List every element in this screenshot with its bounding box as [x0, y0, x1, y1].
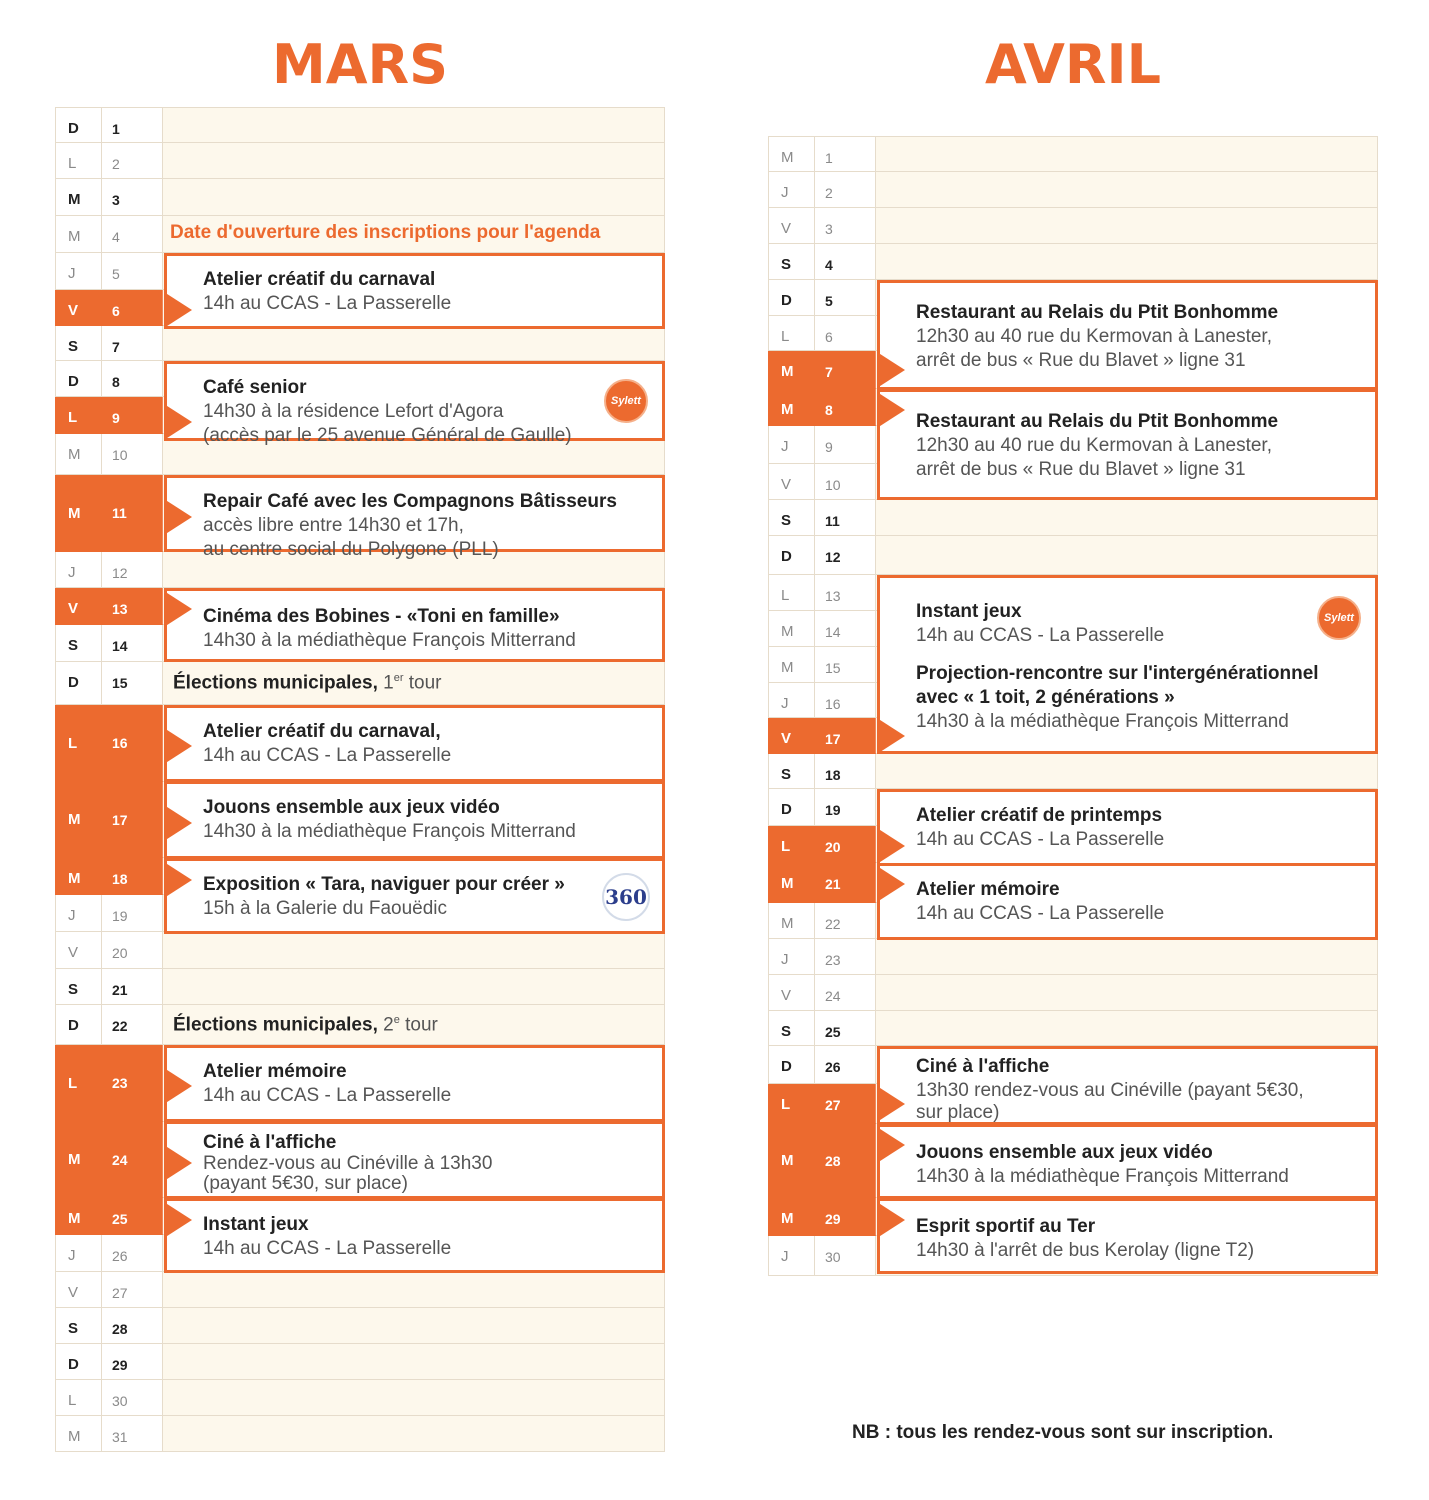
day-content-cell	[163, 326, 665, 361]
round-word: tour	[405, 1014, 438, 1036]
day-number: 19	[814, 789, 876, 826]
day-content-cell	[163, 107, 665, 143]
event-detail: arrêt de bus « Rue du Blavet » ligne 31	[916, 459, 1246, 480]
day-content-cell	[163, 1308, 665, 1344]
weekday-letter: L	[55, 1045, 101, 1122]
event-title: Ciné à l'affiche	[916, 1056, 1050, 1077]
weekday-letter: L	[768, 575, 814, 611]
event-detail: (accès par le 25 avenue Général de Gaulle)	[203, 425, 572, 446]
round-number: 2	[383, 1014, 394, 1036]
weekday-letter: M	[768, 389, 814, 426]
event-title: Repair Café avec les Compagnons Bâtisseurs	[203, 491, 617, 512]
event-detail: 14h au CCAS - La Passerelle	[916, 625, 1165, 646]
day-content-cell	[163, 969, 665, 1005]
day-content-cell	[876, 1011, 1378, 1046]
weekday-letter: M	[768, 863, 814, 903]
event-detail: 14h30 à l'arrêt de bus Kerolay (ligne T2)	[916, 1240, 1255, 1261]
day-number: 10	[101, 434, 163, 475]
day-row	[55, 1416, 665, 1452]
event-detail: 14h au CCAS - La Passerelle	[203, 745, 452, 766]
day-number: 14	[814, 611, 876, 647]
event-detail: (payant 5€30, sur place)	[203, 1173, 408, 1194]
weekday-letter: S	[768, 754, 814, 789]
weekday-letter: J	[768, 939, 814, 975]
event-title: Instant jeux	[203, 1214, 309, 1235]
event-box[interactable]	[877, 575, 1378, 754]
event-arrow	[164, 1068, 192, 1104]
day-number: 13	[101, 588, 163, 625]
event-box[interactable]	[877, 863, 1378, 940]
day-row	[768, 208, 1378, 244]
event-box[interactable]	[164, 361, 665, 446]
day-number: 7	[814, 351, 876, 389]
weekday-letter: L	[768, 316, 814, 351]
event-arrow	[877, 392, 905, 428]
event-arrow	[877, 352, 905, 388]
day-number: 29	[814, 1198, 876, 1236]
day-row	[55, 326, 665, 361]
day-row	[55, 143, 665, 179]
event-box[interactable]	[164, 475, 665, 560]
day-number: 31	[101, 1416, 163, 1452]
weekday-letter: M	[55, 858, 101, 895]
day-number: 13	[814, 575, 876, 611]
day-number: 5	[814, 280, 876, 316]
event-box[interactable]	[877, 280, 1378, 390]
day-number: 30	[814, 1236, 876, 1276]
day-number: 19	[101, 895, 163, 932]
day-content-cell	[876, 754, 1378, 789]
weekday-letter: V	[55, 588, 101, 625]
event-title: Atelier mémoire	[203, 1061, 347, 1082]
event-box[interactable]	[164, 253, 665, 329]
day-number: 17	[814, 718, 876, 754]
event-detail: 14h au CCAS - La Passerelle	[203, 293, 452, 314]
day-number: 2	[814, 172, 876, 208]
event-detail: 14h30 à la médiathèque François Mitterrand	[916, 1166, 1289, 1187]
day-content-cell	[163, 1344, 665, 1380]
day-row	[55, 1344, 665, 1380]
event-box[interactable]	[877, 1124, 1378, 1199]
day-number: 25	[101, 1198, 163, 1235]
event-title: Café senior	[203, 377, 307, 398]
inscriptions-note: Date d'ouverture des inscriptions pour l'agenda	[170, 222, 601, 243]
weekday-letter: M	[55, 475, 101, 552]
day-row	[55, 1308, 665, 1344]
weekday-letter: S	[55, 625, 101, 662]
weekday-letter: J	[55, 895, 101, 932]
day-number: 12	[814, 536, 876, 575]
day-number: 6	[101, 290, 163, 326]
day-number: 27	[101, 1272, 163, 1308]
round-number: 1	[383, 672, 394, 694]
day-number: 23	[814, 939, 876, 975]
weekday-letter: L	[768, 1084, 814, 1124]
month-title-mars: MARS	[271, 33, 448, 96]
weekday-letter: L	[55, 1380, 101, 1416]
day-content-cell	[163, 143, 665, 179]
day-number: 20	[101, 932, 163, 969]
month-title-avril: AVRIL	[984, 33, 1161, 96]
weekday-letter: M	[55, 782, 101, 858]
weekday-letter: V	[768, 718, 814, 754]
event-box[interactable]	[164, 781, 665, 859]
day-number: 9	[101, 397, 163, 434]
event-arrow	[164, 805, 192, 841]
day-number: 21	[101, 969, 163, 1005]
event-arrow	[877, 866, 905, 902]
day-row	[768, 536, 1378, 575]
weekday-letter: D	[768, 536, 814, 575]
event-title: Atelier mémoire	[916, 879, 1060, 900]
weekday-letter: M	[768, 903, 814, 939]
event-detail: Rendez-vous au Cinéville à 13h30	[203, 1153, 493, 1174]
event-box[interactable]	[164, 588, 665, 662]
day-row	[55, 179, 665, 216]
event-arrow	[164, 591, 192, 627]
day-number: 9	[814, 426, 876, 464]
calendar-avril	[768, 136, 1378, 1276]
weekday-letter: J	[55, 253, 101, 290]
day-number: 28	[101, 1308, 163, 1344]
day-row	[768, 754, 1378, 789]
weekday-letter: S	[55, 326, 101, 361]
event-title: Projection-rencontre sur l'intergénérationnel	[916, 663, 1319, 684]
elections-label: Élections municipales,	[173, 672, 378, 694]
weekday-letter: M	[768, 611, 814, 647]
weekday-letter: D	[55, 1005, 101, 1045]
day-row	[55, 107, 665, 143]
event-title: Cinéma des Bobines - «Toni en famille»	[203, 606, 560, 627]
event-title: Atelier créatif de printemps	[916, 805, 1163, 826]
weekday-letter: M	[55, 1198, 101, 1235]
event-detail: au centre social du Polygone (PLL)	[203, 539, 499, 560]
weekday-letter: S	[768, 500, 814, 536]
weekday-letter: M	[768, 647, 814, 683]
event-detail: 14h au CCAS - La Passerelle	[916, 829, 1165, 850]
footer-note: NB : tous les rendez-vous sont sur inscription.	[852, 1422, 1274, 1443]
event-arrow	[164, 728, 192, 764]
round-suffix: e	[393, 1014, 400, 1026]
weekday-letter: M	[55, 1122, 101, 1198]
weekday-letter: V	[768, 464, 814, 500]
weekday-letter: M	[55, 179, 101, 216]
day-number: 3	[101, 179, 163, 216]
day-number: 24	[101, 1122, 163, 1198]
weekday-letter: M	[768, 136, 814, 172]
weekday-letter: S	[768, 244, 814, 280]
day-row	[768, 172, 1378, 208]
weekday-letter: J	[55, 552, 101, 588]
event-detail: 15h à la Galerie du Faouëdic	[203, 898, 447, 919]
day-number: 28	[814, 1124, 876, 1198]
day-content-cell	[876, 500, 1378, 536]
day-number: 4	[814, 244, 876, 280]
weekday-letter: S	[768, 1011, 814, 1046]
event-title: Restaurant au Relais du Ptit Bonhomme	[916, 302, 1279, 323]
day-number: 26	[814, 1046, 876, 1084]
day-number: 22	[101, 1005, 163, 1045]
weekday-letter: J	[768, 683, 814, 718]
event-detail: 12h30 au 40 rue du Kermovan à Lanester,	[916, 326, 1272, 347]
weekday-letter: M	[55, 216, 101, 253]
weekday-letter: L	[55, 143, 101, 179]
weekday-letter: V	[768, 975, 814, 1011]
day-number: 14	[101, 625, 163, 662]
weekday-letter: M	[768, 1198, 814, 1236]
day-number: 17	[101, 782, 163, 858]
day-number: 2	[101, 143, 163, 179]
weekday-letter: L	[55, 397, 101, 434]
day-content-cell	[163, 1380, 665, 1416]
weekday-letter: D	[55, 107, 101, 143]
event-title: Jouons ensemble aux jeux vidéo	[916, 1142, 1213, 1163]
weekday-letter: S	[55, 1308, 101, 1344]
weekday-letter: L	[768, 826, 814, 863]
event-detail: 14h30 à la médiathèque François Mitterrand	[203, 821, 576, 842]
event-title: Atelier créatif du carnaval	[203, 269, 436, 290]
event-detail: 14h30 à la médiathèque François Mitterrand	[916, 711, 1289, 732]
weekday-letter: D	[768, 789, 814, 826]
weekday-letter: V	[55, 290, 101, 326]
event-box[interactable]	[877, 789, 1378, 866]
event-box[interactable]	[164, 1121, 665, 1199]
day-number: 1	[101, 107, 163, 143]
event-arrow	[164, 404, 192, 440]
event-detail: sur place)	[916, 1102, 1000, 1123]
day-number: 24	[814, 975, 876, 1011]
weekday-letter: V	[768, 208, 814, 244]
day-row	[768, 244, 1378, 280]
weekday-letter: J	[55, 1235, 101, 1272]
day-number: 1	[814, 136, 876, 172]
day-row	[55, 1380, 665, 1416]
day-number: 7	[101, 326, 163, 361]
event-detail: 14h au CCAS - La Passerelle	[203, 1238, 452, 1259]
event-detail: 12h30 au 40 rue du Kermovan à Lanester,	[916, 435, 1272, 456]
event-detail: 14h au CCAS - La Passerelle	[916, 903, 1165, 924]
weekday-letter: V	[55, 932, 101, 969]
event-arrow	[164, 862, 192, 898]
weekday-letter: D	[768, 1046, 814, 1084]
day-content-cell	[163, 932, 665, 969]
event-arrow	[877, 1202, 905, 1238]
day-number: 21	[814, 863, 876, 903]
day-number: 18	[101, 858, 163, 895]
event-box[interactable]	[164, 858, 665, 934]
day-number: 22	[814, 903, 876, 939]
day-content-cell	[876, 208, 1378, 244]
360-logo: 360	[602, 873, 650, 921]
day-number: 5	[101, 253, 163, 290]
weekday-letter: M	[55, 1416, 101, 1452]
event-box[interactable]	[164, 1045, 665, 1122]
day-row	[768, 1011, 1378, 1046]
sylett-logo: Sylett	[1317, 596, 1361, 640]
day-number: 10	[814, 464, 876, 500]
weekday-letter: L	[55, 705, 101, 782]
weekday-letter: M	[768, 351, 814, 389]
weekday-letter: D	[55, 662, 101, 705]
event-arrow	[164, 292, 192, 328]
event-title: Restaurant au Relais du Ptit Bonhomme	[916, 411, 1279, 432]
event-arrow	[877, 1086, 905, 1122]
day-content-cell	[163, 1416, 665, 1452]
event-arrow	[877, 828, 905, 864]
event-detail: 14h30 à la résidence Lefort d'Agora	[203, 401, 504, 422]
weekday-letter: J	[768, 426, 814, 464]
day-number: 15	[101, 662, 163, 705]
day-row	[55, 932, 665, 969]
event-box[interactable]	[164, 1198, 665, 1273]
day-row	[768, 136, 1378, 172]
event-arrow	[877, 1127, 905, 1163]
day-content-cell	[876, 244, 1378, 280]
day-number: 16	[101, 705, 163, 782]
day-content-cell	[876, 172, 1378, 208]
weekday-letter: D	[55, 361, 101, 397]
event-arrow	[164, 1145, 192, 1181]
day-number: 20	[814, 826, 876, 863]
event-arrow	[164, 1202, 192, 1238]
weekday-letter: D	[55, 1344, 101, 1380]
elections-second-round	[173, 1014, 438, 1036]
event-title: Exposition « Tara, naviguer pour créer »	[203, 874, 565, 895]
event-detail: arrêt de bus « Rue du Blavet » ligne 31	[916, 350, 1246, 371]
event-title: avec « 1 toit, 2 générations »	[916, 687, 1175, 708]
day-number: 27	[814, 1084, 876, 1124]
event-title: Instant jeux	[916, 601, 1022, 622]
event-title: Ciné à l'affiche	[203, 1132, 337, 1153]
day-number: 18	[814, 754, 876, 789]
day-number: 8	[101, 361, 163, 397]
day-row	[55, 1272, 665, 1308]
event-detail: 13h30 rendez-vous au Cinéville (payant 5€30,	[916, 1080, 1304, 1101]
weekday-letter: S	[55, 969, 101, 1005]
day-content-cell	[876, 939, 1378, 975]
elections-label: Élections municipales,	[173, 1014, 378, 1036]
day-number: 16	[814, 683, 876, 718]
day-number: 6	[814, 316, 876, 351]
event-title: Atelier créatif du carnaval,	[203, 721, 441, 742]
day-content-cell	[163, 179, 665, 216]
elections-first-round	[173, 672, 442, 694]
day-number: 4	[101, 216, 163, 253]
day-content-cell	[876, 536, 1378, 575]
weekday-letter: M	[55, 434, 101, 475]
event-detail: 14h30 à la médiathèque François Mitterrand	[203, 630, 576, 651]
event-box[interactable]	[877, 389, 1378, 500]
day-row	[768, 939, 1378, 975]
event-title: Jouons ensemble aux jeux vidéo	[203, 797, 500, 818]
day-content-cell	[163, 1272, 665, 1308]
day-number: 25	[814, 1011, 876, 1046]
day-number: 30	[101, 1380, 163, 1416]
day-content-cell	[876, 136, 1378, 172]
day-number: 26	[101, 1235, 163, 1272]
weekday-letter: D	[768, 280, 814, 316]
round-word: tour	[408, 672, 442, 694]
event-title: Esprit sportif au Ter	[916, 1216, 1096, 1237]
day-number: 11	[814, 500, 876, 536]
event-detail: accès libre entre 14h30 et 17h,	[203, 515, 464, 536]
sylett-logo: Sylett	[604, 379, 648, 423]
event-box[interactable]	[877, 1046, 1378, 1125]
day-number: 23	[101, 1045, 163, 1122]
day-number: 12	[101, 552, 163, 588]
day-row	[768, 500, 1378, 536]
round-suffix: er	[393, 672, 404, 684]
event-arrow	[164, 499, 192, 535]
day-number: 8	[814, 389, 876, 426]
weekday-letter: V	[55, 1272, 101, 1308]
day-number: 15	[814, 647, 876, 683]
day-content-cell	[876, 975, 1378, 1011]
day-number: 29	[101, 1344, 163, 1380]
weekday-letter: M	[768, 1124, 814, 1198]
calendar-mars	[55, 107, 665, 1452]
weekday-letter: J	[768, 1236, 814, 1276]
event-box[interactable]	[877, 1198, 1378, 1274]
day-row	[768, 975, 1378, 1011]
day-number: 3	[814, 208, 876, 244]
event-box[interactable]	[164, 705, 665, 782]
event-detail: 14h au CCAS - La Passerelle	[203, 1085, 452, 1106]
day-number: 11	[101, 475, 163, 552]
event-arrow	[877, 718, 905, 754]
weekday-letter: J	[768, 172, 814, 208]
day-row	[55, 969, 665, 1005]
